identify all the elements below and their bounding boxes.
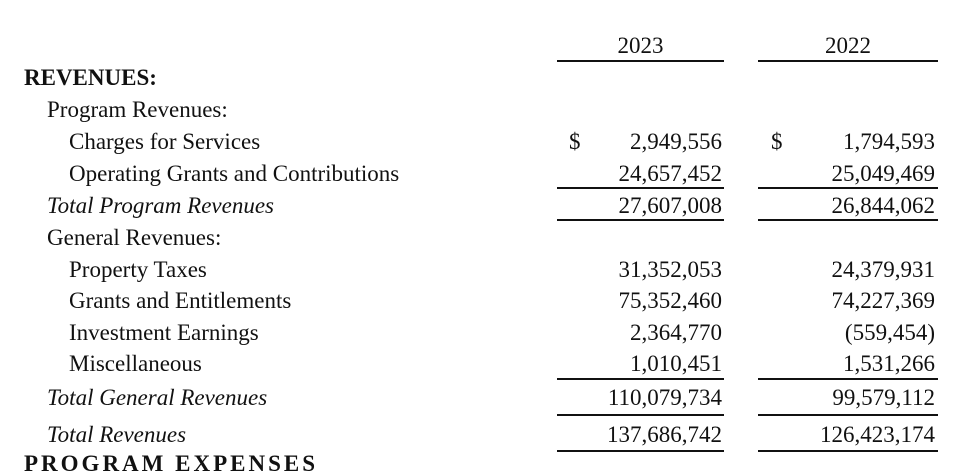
general-revenues-heading: General Revenues: (47, 225, 222, 250)
value-operating-2023: 24,657,452 (618, 161, 722, 186)
subtotal-rule-2023 (557, 187, 724, 189)
general-total-rule-2022 (758, 414, 938, 416)
value-property-2023: 31,352,053 (618, 257, 722, 282)
row-label-operating-grants: Operating Grants and Contributions (69, 161, 400, 186)
general-subtotal-rule-2023 (557, 378, 724, 380)
value-misc-2023: 1,010,451 (630, 351, 722, 376)
value-charges-2022: 1,794,593 (843, 129, 935, 154)
total-rule-2023 (557, 219, 724, 221)
row-label-miscellaneous: Miscellaneous (69, 351, 202, 376)
subtotal-rule-2022 (758, 187, 938, 189)
header-underline-2023 (557, 60, 724, 62)
value-total-revenues-2022: 126,423,174 (820, 422, 935, 447)
value-misc-2022: 1,531,266 (843, 351, 935, 376)
value-property-2022: 24,379,931 (831, 257, 935, 282)
general-total-rule-2023 (557, 414, 724, 416)
value-investment-2023: 2,364,770 (630, 320, 722, 345)
row-label-grants-and-entitlements: Grants and Entitlements (69, 288, 292, 313)
program-revenues-heading: Program Revenues: (47, 97, 228, 122)
value-operating-2022: 25,049,469 (831, 161, 935, 186)
currency-symbol-2023: $ (569, 129, 581, 154)
column-header-2023: 2023 (617, 33, 664, 58)
value-total-program-2022: 26,844,062 (831, 193, 935, 218)
revenues-heading: REVENUES: (24, 65, 157, 90)
grand-total-rule-2023 (557, 450, 724, 452)
general-subtotal-rule-2022 (758, 378, 938, 380)
column-header-2022: 2022 (825, 33, 871, 58)
row-label-total-revenues: Total Revenues (47, 422, 187, 447)
value-grants-2022: 74,227,369 (831, 288, 935, 313)
value-total-general-2023: 110,079,734 (607, 385, 722, 410)
grand-total-rule-2022 (758, 450, 938, 452)
value-total-general-2022: 99,579,112 (832, 385, 935, 410)
value-grants-2023: 75,352,460 (618, 288, 722, 313)
header-underline-2022 (758, 60, 938, 62)
currency-symbol-2022: $ (771, 129, 783, 154)
value-investment-2022: (559,454) (844, 320, 935, 345)
total-rule-2022 (758, 219, 938, 221)
value-total-revenues-2023: 137,686,742 (607, 422, 722, 447)
row-label-investment-earnings: Investment Earnings (69, 320, 259, 345)
program-expenses-heading: PROGRAM EXPENSES (24, 451, 318, 476)
value-charges-2023: 2,949,556 (630, 129, 722, 154)
row-label-total-program-revenues: Total Program Revenues (47, 193, 275, 218)
value-total-program-2023: 27,607,008 (618, 193, 722, 218)
row-label-charges-for-services: Charges for Services (69, 129, 261, 154)
row-label-total-general-revenues: Total General Revenues (47, 385, 268, 410)
row-label-property-taxes: Property Taxes (69, 257, 207, 282)
